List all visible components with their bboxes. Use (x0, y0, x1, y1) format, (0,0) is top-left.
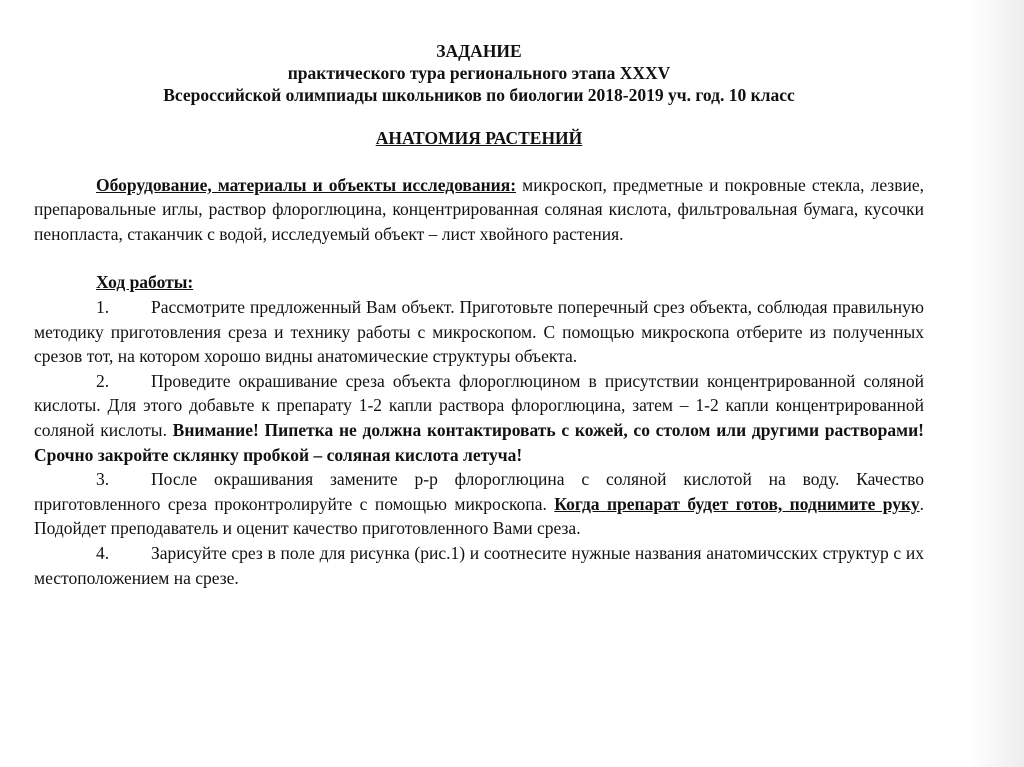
warning-text: Внимание! Пипетка не должна контактировать с кожей, со столом или другими растворами! Срочно закройте склянку пробкой – соляная кислота летуча! (34, 419, 924, 465)
step-number: 1. (96, 296, 110, 317)
task-header (34, 40, 924, 106)
equipment-label: Оборудование, материалы и объекты исследования: (96, 174, 517, 195)
header-title: ЗАДАНИЕ (436, 41, 522, 61)
step-1 (34, 295, 924, 369)
step-3 (34, 467, 924, 541)
document-page (34, 40, 924, 590)
step-text: После окрашивания замените р-р флороглюцина с соляной кислотой на воду. Качество приготовленного среза проконтролируйте с помощью микроскопа. (34, 469, 924, 514)
step-text: Проведите окрашивание среза объекта флороглюцином в присутствии концентрированной соляной кислоты. Для этого добавьте к препарату 1-2 капли раствора флороглюцина, затем – 1-2 капли концентрированной соляной кислоты. (34, 370, 924, 440)
step-2 (34, 369, 924, 467)
page-edge-shadow (969, 0, 1024, 767)
procedure-heading (34, 270, 924, 295)
section-title: АНАТОМИЯ РАСТЕНИЙ (375, 128, 583, 148)
step-number: 4. (96, 542, 110, 563)
raise-hand-instruction: Когда препарат будет готов, поднимите руку (554, 493, 920, 514)
procedure-heading-text: Ход работы: (96, 272, 194, 293)
step-text-tail: . Подойдет преподаватель и оценит качество приготовленного Вами среза. (34, 493, 924, 539)
step-text: Рассмотрите предложенный Вам объект. Приготовьте поперечный срез объекта, соблюдая правильную методику приготовления среза и технику работы с микроскопом. С помощью микроскопа отберите из полученных срезов тот, на котором хорошо видны анатомические структуры объекта. (34, 296, 924, 367)
equipment-paragraph (34, 173, 924, 247)
step-4 (34, 541, 924, 590)
step-number: 3. (96, 469, 110, 490)
header-subtitle: практического тура регионального этапа XXXV (287, 63, 671, 83)
equipment-text: микроскоп, предметные и покровные стекла, лезвие, препаровальные иглы, раствор флороглюцина, концентрированная соляная кислота, фильтровальная бумага, кусочки пенопласта, стаканчик с водой, исследуемый объект – лист хвойного растения. (34, 174, 924, 244)
step-text: Зарисуйте срез в поле для рисунка (рис.1) и соотнесите нужные названия анатомичсских структур с их местоположением на срезе. (34, 542, 924, 588)
header-olympiad: Всероссийской олимпиады школьников по биологии 2018-2019 уч. год. 10 класс (163, 85, 795, 105)
step-number: 2. (96, 370, 110, 391)
